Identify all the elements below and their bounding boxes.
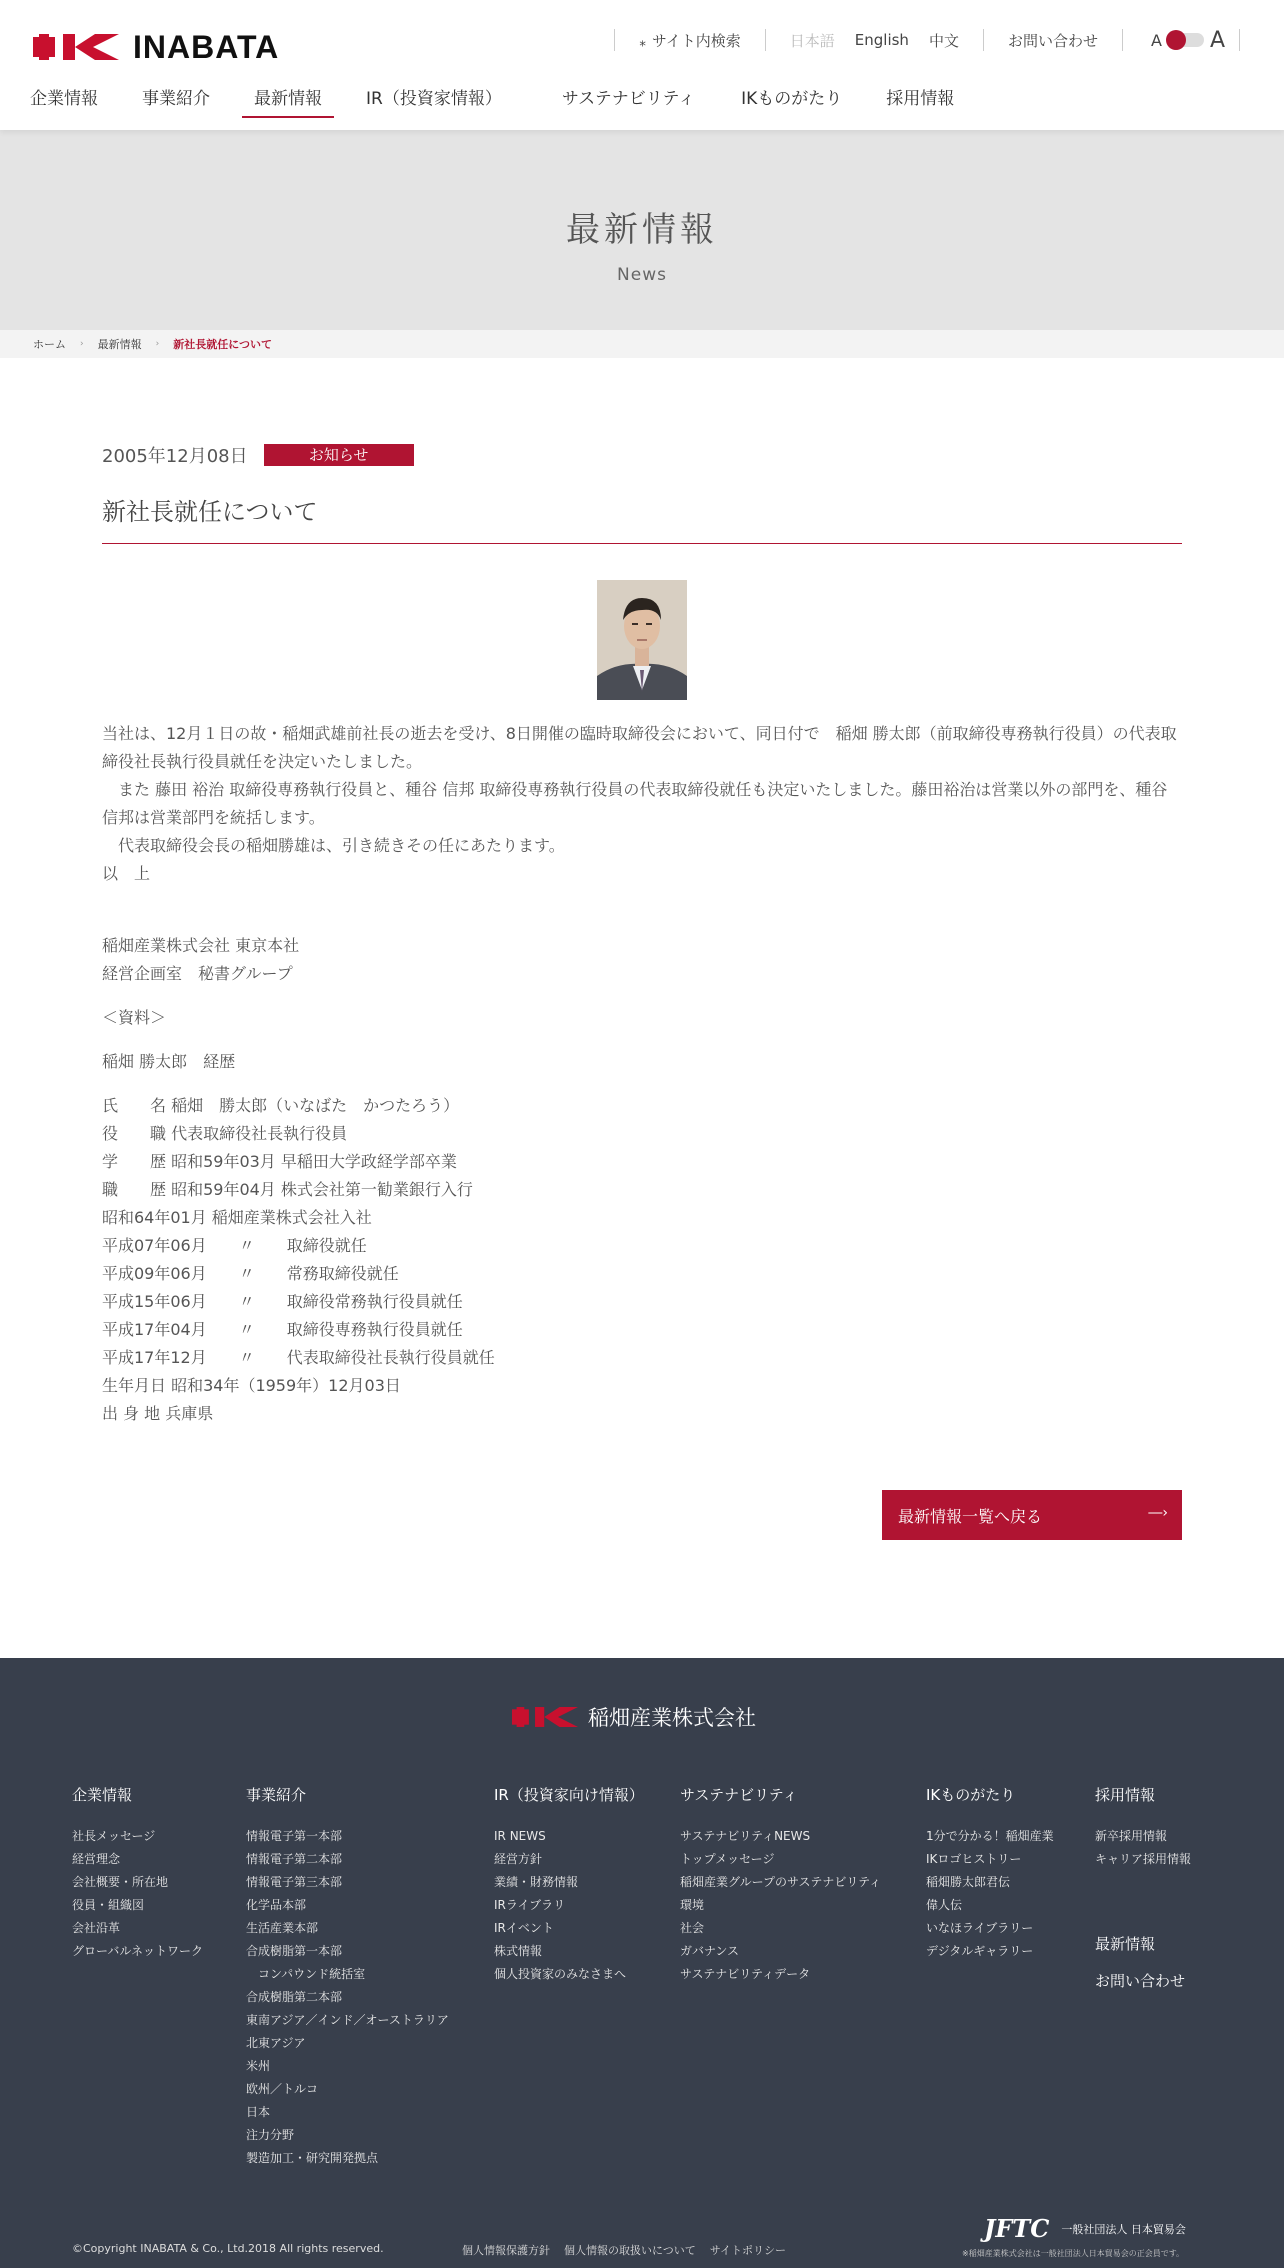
footer-link[interactable]: 化学品本部 (246, 1898, 307, 1912)
career-line: 職 歴 昭和59年04月 株式会社第一勧業銀行入行 (102, 1180, 473, 1199)
footer-link[interactable]: 役員・組織図 (72, 1898, 145, 1912)
career-line: 昭和64年01月 稲畑産業株式会社入社 (102, 1208, 372, 1227)
jftc-badge[interactable] (984, 2214, 1186, 2243)
footer-link[interactable]: 社長メッセージ (72, 1829, 156, 1843)
footer-link[interactable]: 偉人伝 (926, 1898, 963, 1912)
ik-logo-mark-icon (512, 1707, 578, 1727)
legal-links (462, 2242, 786, 2258)
nav-sustainability[interactable]: サステナビリティ (561, 89, 696, 109)
jftc-label: 一般社団法人 日本貿易会 (1061, 2222, 1186, 2236)
site-logo[interactable] (33, 29, 280, 65)
material-heading: ＜資料＞ (102, 1008, 167, 1027)
footer-link[interactable]: 情報電子第二本部 (246, 1852, 343, 1866)
article-body (102, 720, 1182, 1428)
career-line: 役 職 代表取締役社長執行役員 (102, 1124, 348, 1143)
lang-english[interactable]: English (854, 31, 909, 49)
footer-link[interactable]: グローバルネットワーク (72, 1944, 204, 1958)
footer-link[interactable]: 合成樹脂第二本部 (246, 1990, 343, 2004)
footer-link[interactable]: IRイベント (494, 1921, 554, 1935)
nav-recruit[interactable]: 採用情報 (886, 89, 955, 109)
logo-text: INABATA (133, 29, 280, 65)
article-title: 新社長就任について (102, 492, 1182, 544)
page-hero (0, 130, 1284, 330)
footer-link[interactable]: 1分で分かる！稲畑産業 (926, 1829, 1054, 1843)
search-icon: ⁎ (639, 34, 646, 50)
paragraph: 当社は、12月１日の故・稲畑武雄前社長の逝去を受け、8日開催の臨時取締役会において、同日付で 稲畑 勝太郎（前取締役専務執行役員）の代表取締役社長執行役員就任を決定いたしました。 (102, 724, 1177, 771)
nav-ik-story[interactable]: IKものがたり (741, 89, 843, 109)
back-button-label: 最新情報一覧へ戻る (898, 1506, 1043, 1526)
career-heading: 稲畑 勝太郎 経歴 (102, 1052, 236, 1071)
breadcrumb (0, 330, 1284, 358)
footer-link[interactable]: 経営方針 (494, 1852, 543, 1866)
contact-line: 稲畑産業株式会社 東京本社 (102, 936, 300, 955)
breadcrumb-news[interactable]: 最新情報 (97, 338, 142, 351)
footer-col-heading[interactable]: サステナビリティ (680, 1786, 798, 1804)
contact-line: 経営企画室 秘書グループ (102, 964, 293, 983)
toggle-knob (1166, 30, 1186, 50)
footer-link[interactable]: IKロゴヒストリー (926, 1852, 1022, 1866)
article-meta (102, 440, 1182, 470)
site-footer (0, 1658, 1284, 2268)
divider (1239, 29, 1240, 51)
page-title: 最新情報 (566, 210, 718, 250)
footer-link[interactable]: 北東アジア (246, 2036, 306, 2050)
footer-link[interactable]: 個人投資家のみなさまへ (494, 1967, 627, 1981)
lang-chinese[interactable]: 中文 (928, 31, 959, 50)
breadcrumb-current: 新社長就任について (173, 338, 272, 351)
footer-col-ir (494, 1784, 644, 1986)
site-policy-link[interactable]: サイトポリシー (709, 2244, 787, 2257)
career-line: 平成17年04月 〃 取締役専務執行役員就任 (102, 1320, 463, 1339)
portrait-image (597, 580, 687, 700)
footer-col-heading[interactable]: 企業情報 (72, 1786, 133, 1804)
font-size-toggle[interactable] (1168, 33, 1204, 47)
paragraph: 代表取締役会長の稲畑勝雄は、引き続きその任にあたります。 (102, 836, 565, 855)
main-nav (18, 78, 986, 118)
footer-link[interactable]: トップメッセージ (680, 1852, 775, 1866)
privacy-policy-link[interactable]: 個人情報保護方針 (462, 2244, 550, 2257)
footer-link[interactable]: 新卒採用情報 (1095, 1829, 1168, 1843)
career-line: 学 歴 昭和59年03月 早稲田大学政経学部卒業 (102, 1152, 457, 1171)
copyright: ©Copyright INABATA & Co., Ltd.2018 All rights reserved. (72, 2242, 384, 2255)
nav-ir[interactable]: IR（投資家情報） (366, 89, 502, 109)
lang-japanese[interactable]: 日本語 (789, 31, 835, 50)
footer-link[interactable]: 東南アジア／インド／オーストラリア (246, 2013, 449, 2027)
footer-link[interactable]: 環境 (680, 1898, 705, 1912)
nav-news[interactable]: 最新情報 (242, 78, 334, 118)
footer-col-ik-story (926, 1784, 1054, 1963)
footer-link[interactable]: ガバナンス (680, 1944, 740, 1958)
footer-link[interactable]: IRライブラリ (494, 1898, 566, 1912)
footer-link[interactable]: 経営理念 (72, 1852, 121, 1866)
footer-col-heading[interactable]: IKものがたり (926, 1786, 1016, 1804)
article-date: 2005年12月08日 (102, 446, 248, 467)
jftc-note: ※稲畑産業株式会社は一般社団法人日本貿易会の正会員です。 (962, 2249, 1185, 2258)
career-line: 氏 名 稲畑 勝太郎（いなばた かつたろう） (102, 1096, 460, 1115)
footer-col-heading[interactable]: 事業紹介 (246, 1786, 307, 1804)
footer-link[interactable]: 社会 (680, 1921, 705, 1935)
font-size-switcher (1137, 28, 1225, 53)
career-line: 出 身 地 兵庫県 (102, 1404, 214, 1423)
footer-col-sustainability (680, 1784, 881, 1986)
utility-bar (600, 24, 1254, 56)
career-line: 平成07年06月 〃 取締役就任 (102, 1236, 367, 1255)
president-portrait (597, 580, 687, 700)
footer-company-name: 稲畑産業株式会社 (588, 1706, 756, 1730)
contact-link[interactable]: お問い合わせ (1007, 31, 1098, 50)
footer-link[interactable]: 情報電子第三本部 (246, 1875, 343, 1889)
breadcrumb-home[interactable]: ホーム (33, 338, 66, 351)
footer-link[interactable]: 日本 (246, 2105, 271, 2119)
footer-news-link[interactable]: 最新情報 (1095, 1935, 1156, 1953)
footer-link[interactable]: 株式情報 (494, 1944, 543, 1958)
divider (765, 29, 766, 51)
category-badge: お知らせ (264, 444, 414, 466)
footer-col-business (246, 1784, 449, 2170)
paragraph: また 藤田 裕治 取締役専務執行役員と、種谷 信邦 取締役専務執行役員の代表取締役就任も決定いたしました。藤田裕治は営業以外の部門を、種谷信邦は営業部門を統括します。 (102, 780, 1168, 827)
footer-link[interactable]: サステナビリティデータ (680, 1967, 811, 1981)
footer-col-recruit (1095, 1784, 1191, 1991)
footer-link[interactable]: 会社沿革 (72, 1921, 121, 1935)
footer-link[interactable]: 稲畑産業グループのサステナビリティ (680, 1875, 882, 1889)
career-line: 平成17年12月 〃 代表取締役社長執行役員就任 (102, 1348, 495, 1367)
career-line: 平成09年06月 〃 常務取締役就任 (102, 1264, 399, 1283)
chevron-right-icon: › (155, 339, 160, 349)
footer-link[interactable]: 稲畑勝太郎君伝 (926, 1875, 1011, 1889)
chevron-right-icon: › (80, 339, 84, 349)
site-search-link[interactable] (629, 30, 750, 51)
page-subtitle: News (617, 265, 667, 285)
footer-col-heading[interactable]: 採用情報 (1095, 1786, 1156, 1804)
footer-col-heading[interactable]: IR（投資家向け情報） (494, 1786, 644, 1804)
back-to-news-button[interactable] (882, 1490, 1182, 1540)
career-line: 平成15年06月 〃 取締役常務執行役員就任 (102, 1292, 463, 1311)
footer-link[interactable]: 製造加工・研究開発拠点 (246, 2151, 379, 2165)
news-article (102, 440, 1182, 1526)
footer-link[interactable]: デジタルギャラリー (926, 1944, 1034, 1958)
nav-corporate[interactable]: 企業情報 (30, 89, 98, 109)
footer-contact-link[interactable]: お問い合わせ (1095, 1972, 1186, 1990)
ik-logo-mark-icon (33, 34, 119, 60)
site-header (0, 0, 1284, 130)
paragraph: 以 上 (102, 864, 151, 883)
font-large-label[interactable]: A (1209, 27, 1225, 53)
font-small-label[interactable]: A (1150, 30, 1162, 50)
personal-info-link[interactable]: 個人情報の取扱いについて (564, 2244, 696, 2257)
footer-link[interactable]: コンパウンド統括室 (258, 1967, 366, 1981)
footer-link[interactable]: サステナビリティNEWS (680, 1829, 811, 1843)
footer-link[interactable]: IR NEWS (494, 1829, 546, 1843)
footer-link[interactable]: 会社概要・所在地 (72, 1875, 169, 1889)
nav-business[interactable]: 事業紹介 (142, 89, 210, 109)
site-search-label: サイト内検索 (651, 31, 741, 50)
footer-link[interactable]: いなほライブラリー (926, 1921, 1034, 1935)
footer-logo[interactable] (512, 1702, 756, 1732)
divider (614, 29, 615, 51)
career-line: 生年月日 昭和34年（1959年）12月03日 (102, 1376, 401, 1395)
footer-link[interactable]: 合成樹脂第一本部 (246, 1944, 343, 1958)
footer-link[interactable]: 情報電子第一本部 (246, 1829, 343, 1843)
footer-link[interactable]: 米州 (246, 2059, 271, 2073)
divider (983, 29, 984, 51)
jftc-logo: JFTC (984, 2214, 1050, 2243)
footer-col-corporate (72, 1784, 203, 1963)
divider (1122, 29, 1123, 51)
arrow-right-icon: ―› (1148, 1505, 1168, 1521)
footer-link[interactable]: 欧州／トルコ (246, 2082, 319, 2096)
footer-link[interactable]: 生活産業本部 (246, 1921, 319, 1935)
footer-link[interactable]: 業績・財務情報 (494, 1875, 579, 1889)
footer-link[interactable]: 注力分野 (246, 2128, 295, 2142)
footer-link[interactable]: キャリア採用情報 (1095, 1852, 1192, 1866)
